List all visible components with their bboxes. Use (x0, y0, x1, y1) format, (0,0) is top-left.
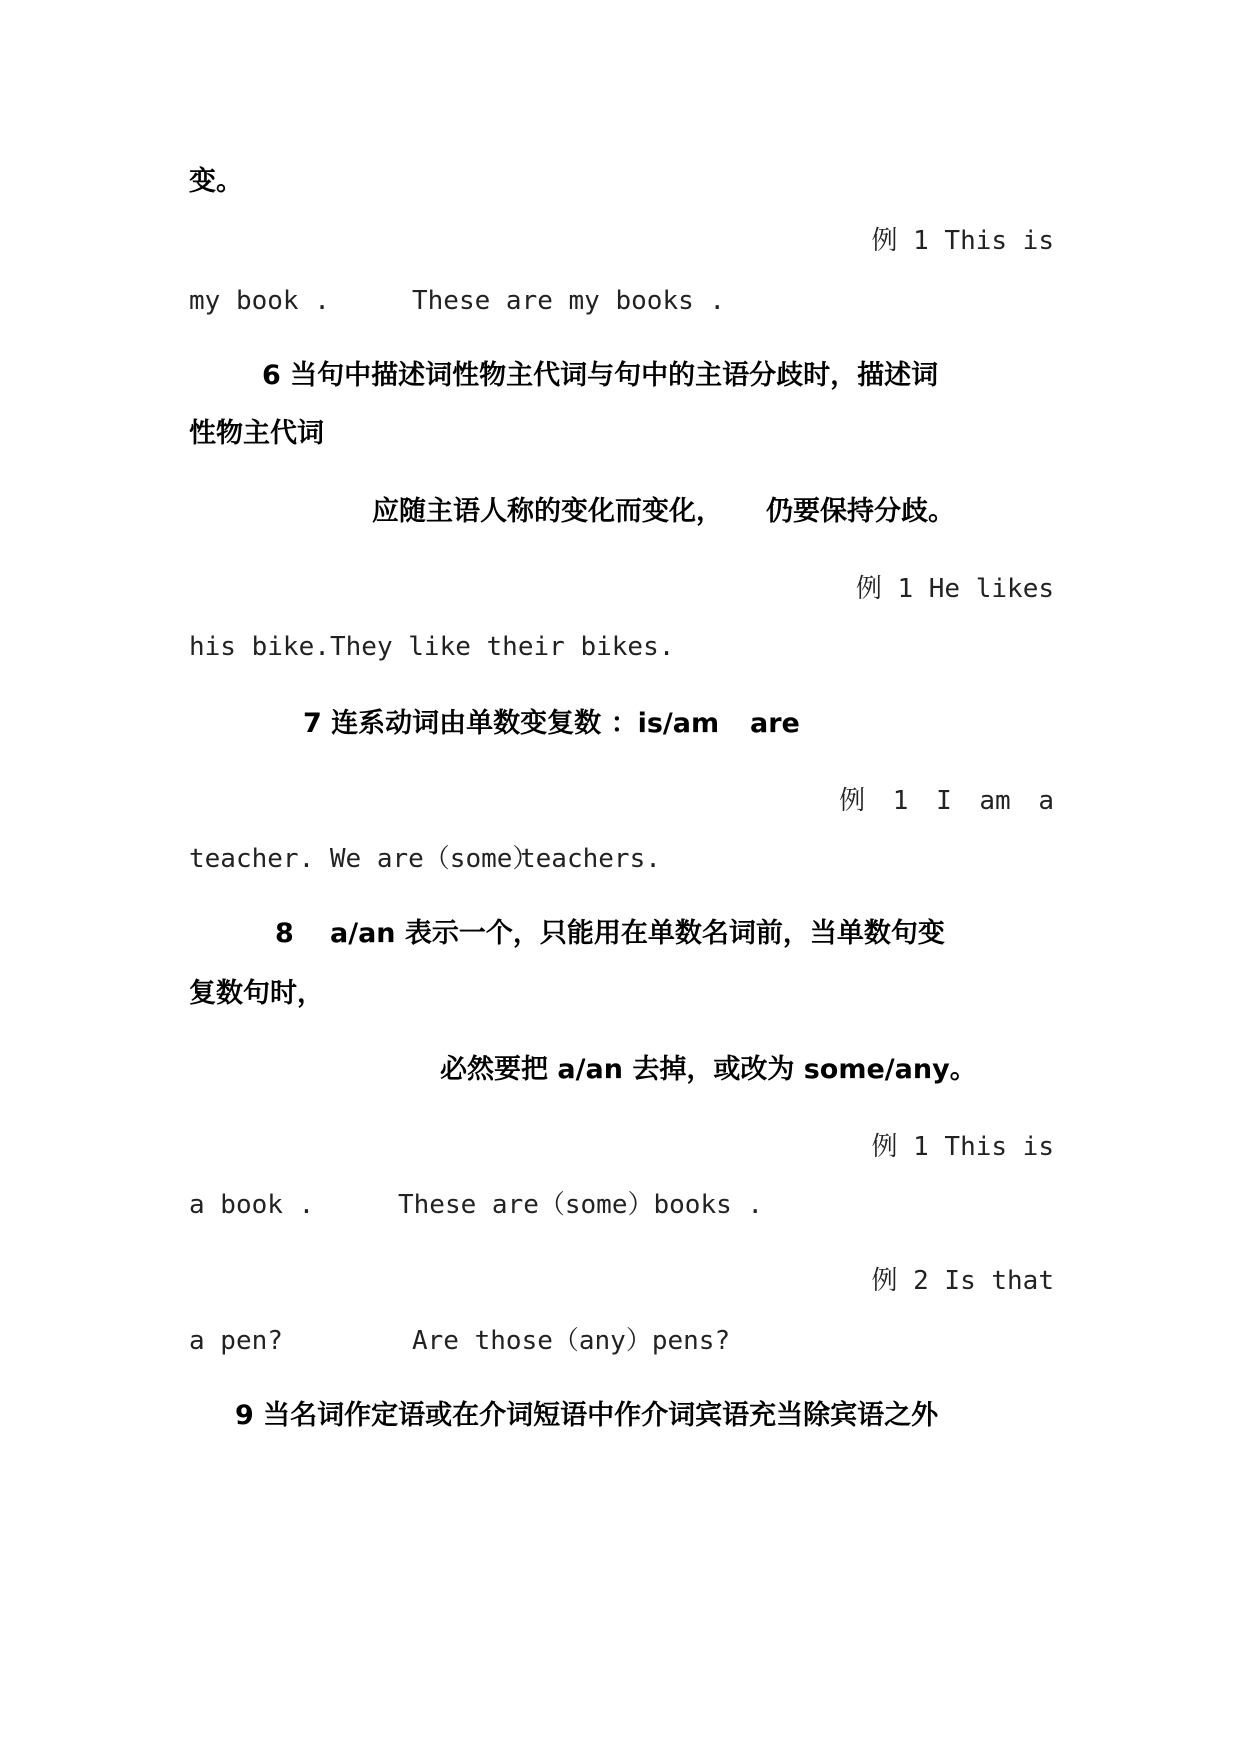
example-label: 例 1 He likes (855, 574, 1054, 604)
rule-text: are (750, 708, 800, 739)
example-sentence: These are（some）books . (398, 1190, 764, 1220)
example-sentence: a book . (189, 1190, 315, 1220)
example-label: 例 1 This is (871, 226, 1054, 256)
example-sentence: These are my books . (412, 286, 726, 316)
text-line-1: 变。 (189, 166, 243, 197)
rule-text: 复数句时， (189, 978, 324, 1009)
rule-heading: 7 连系动词由单数变复数 ：is/am (303, 708, 720, 739)
rule-text: 仍要保持分歧。 (766, 496, 955, 527)
rule-text: 性物主代词 (189, 418, 324, 449)
rule-text: 必然要把 a/an 去掉，或改为 some/any。 (440, 1054, 977, 1085)
example-sentence: teacher. We are（some） (189, 844, 539, 874)
example-label: 例 1 This is (871, 1132, 1054, 1162)
example-sentence: They like their bikes. (330, 632, 675, 662)
rule-heading: 8 (275, 918, 294, 949)
example-sentence: my book . (189, 286, 330, 316)
example-label: 例 2 Is that (871, 1266, 1054, 1296)
example-sentence: teachers. (520, 844, 661, 874)
example-sentence: Are those（any）pens? (412, 1326, 731, 1356)
rule-heading: 6 当句中描述词性物主代词与句中的主语分歧时，描述词 (262, 360, 939, 391)
rule-text: 应随主语人称的变化而变化， (372, 496, 723, 527)
rule-heading-text: a/an 表示一个，只能用在单数名词前，当单数句变 (330, 918, 945, 949)
example-sentence: his bike. (189, 632, 330, 662)
example-sentence: a pen? (189, 1326, 283, 1356)
rule-heading: 9 当名词作定语或在介词短语中作介词宾语充当除宾语之外 (235, 1400, 939, 1431)
example-label: 例 1 I am a (839, 786, 1054, 816)
